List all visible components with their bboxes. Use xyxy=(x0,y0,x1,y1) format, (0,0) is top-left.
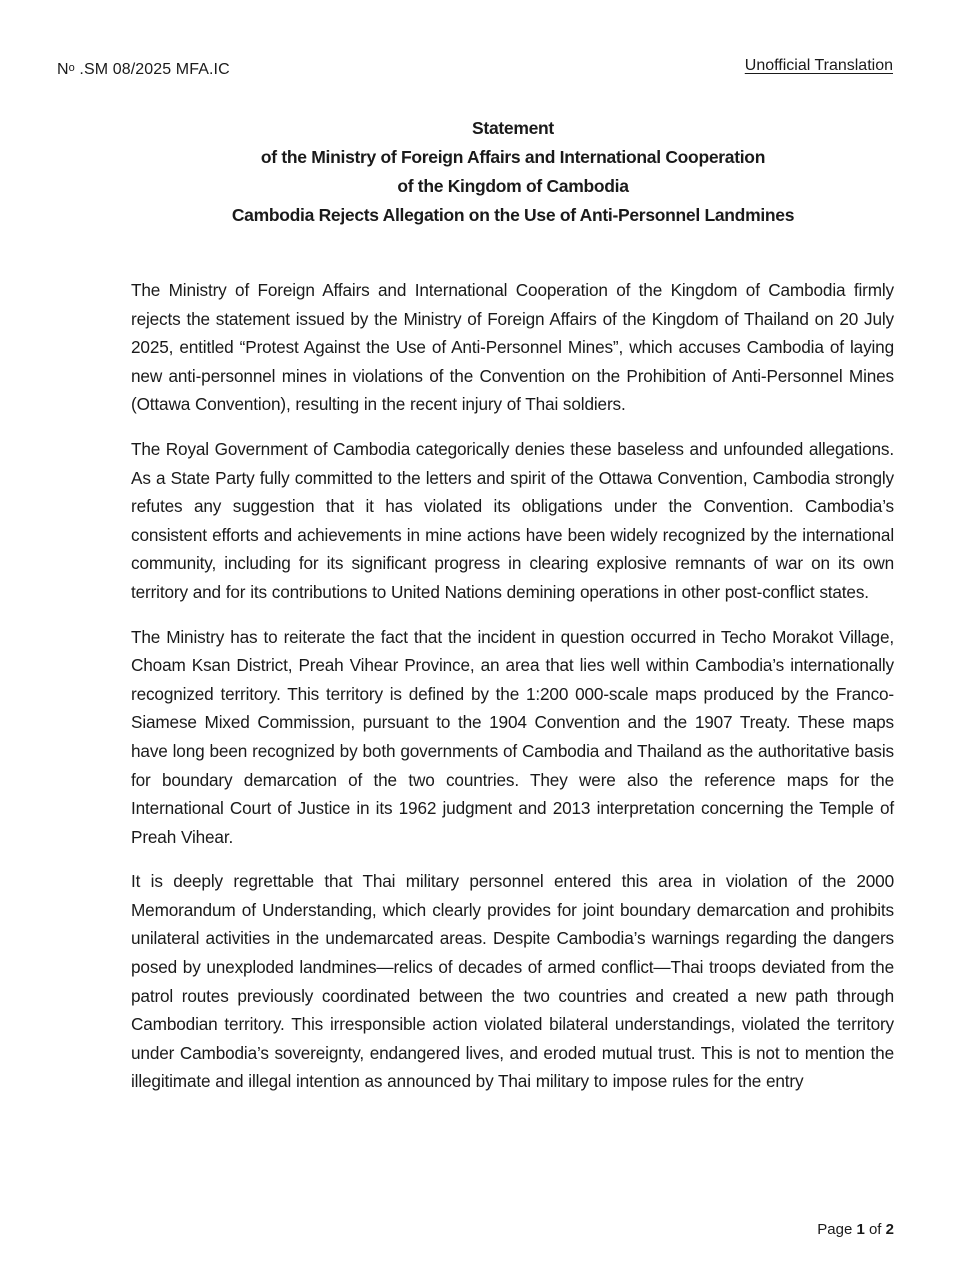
title-line-statement: Statement xyxy=(472,118,554,138)
reference-number xyxy=(57,61,230,79)
paragraph-2: The Royal Government of Cambodia categorically denies these baseless and unfounded allegations. As a State Party fully committed to the letters and spirit of the Ottawa Convention, Cambodia strongly refutes any suggestion that it has violated its obligations under the Convention. Cambodia’s consistent efforts and achievements in mine actions have been widely recognized by the international community, including for its significant progress in clearing explosive remnants of war on its own territory and for its contributions to United Nations demining operations in other post-conflict states. xyxy=(131,438,894,602)
paragraph-1: The Ministry of Foreign Affairs and International Cooperation of the Kingdom of Cambodia firmly rejects the statement issued by the Ministry of Foreign Affairs of the Kingdom of Thailand on 20 July 2025, entitled “Protest Against the Use of Anti-Personnel Mines”, which accuses Cambodia of laying new anti-personnel mines in violations of the Convention on the Prohibition of Anti-Personnel Mines (Ottawa Convention), resulting in the recent injury of Thai soldiers. xyxy=(131,280,894,415)
title-line-subject: Cambodia Rejects Allegation on the Use of Anti-Personnel Landmines xyxy=(231,205,795,225)
statement-body xyxy=(131,276,894,1112)
reference-prefix: N xyxy=(57,61,69,78)
title-line-ministry: of the Ministry of Foreign Affairs and International Cooperation xyxy=(260,147,766,167)
statement-title-block xyxy=(0,114,979,230)
page-of-word: of xyxy=(864,1221,886,1238)
unofficial-translation-label: Unofficial Translation xyxy=(744,57,893,74)
page-word: Page xyxy=(817,1221,857,1238)
paragraph-3: The Ministry has to reiterate the fact that the incident in question occurred in Techo Morakot Village, Choam Ksan District, Preah Vihear Province, an area that lies well within Cambodia’s internationally recognized territory. This territory is defined by the 1:200 000-scale maps produced by the Franco-Siamese Mixed Commission, pursuant to the 1904 Convention and the 1907 Treaty. These maps have long been recognized by both governments of Cambodia and Thailand as the authoritative basis for boundary demarcation of the two countries. They were also the reference maps for the International Court of Justice in its 1962 judgment and 2013 interpretation concerning the Temple of Preah Vihear. xyxy=(131,626,894,847)
page-current: 1 xyxy=(856,1221,865,1238)
title-line-kingdom: of the Kingdom of Cambodia xyxy=(397,176,629,196)
reference-code: .SM 08/2025 MFA.IC xyxy=(74,61,230,78)
page-number-footer xyxy=(817,1221,894,1238)
page-total: 2 xyxy=(885,1221,894,1238)
paragraph-4: It is deeply regrettable that Thai military personnel entered this area in violation of the 2000 Memorandum of Understanding, which clearly provides for joint boundary demarcation and prohibits unilateral activities in the undemarcated areas. Despite Cambodia’s warnings regarding the dangers posed by unexploded landmines—relics of decades of armed conflict—Thai troops deviated from the patrol routes previously coordinated between the two countries and created a new path through Cambodian territory. This irresponsible action violated bilateral understandings, violated the territory under Cambodia’s sovereignty, endangered lives, and eroded mutual trust. This is not to mention the illegitimate and illegal intention as announced by Thai military to impose rules for the entry xyxy=(131,871,894,1092)
reference-superscript: o xyxy=(68,62,75,74)
